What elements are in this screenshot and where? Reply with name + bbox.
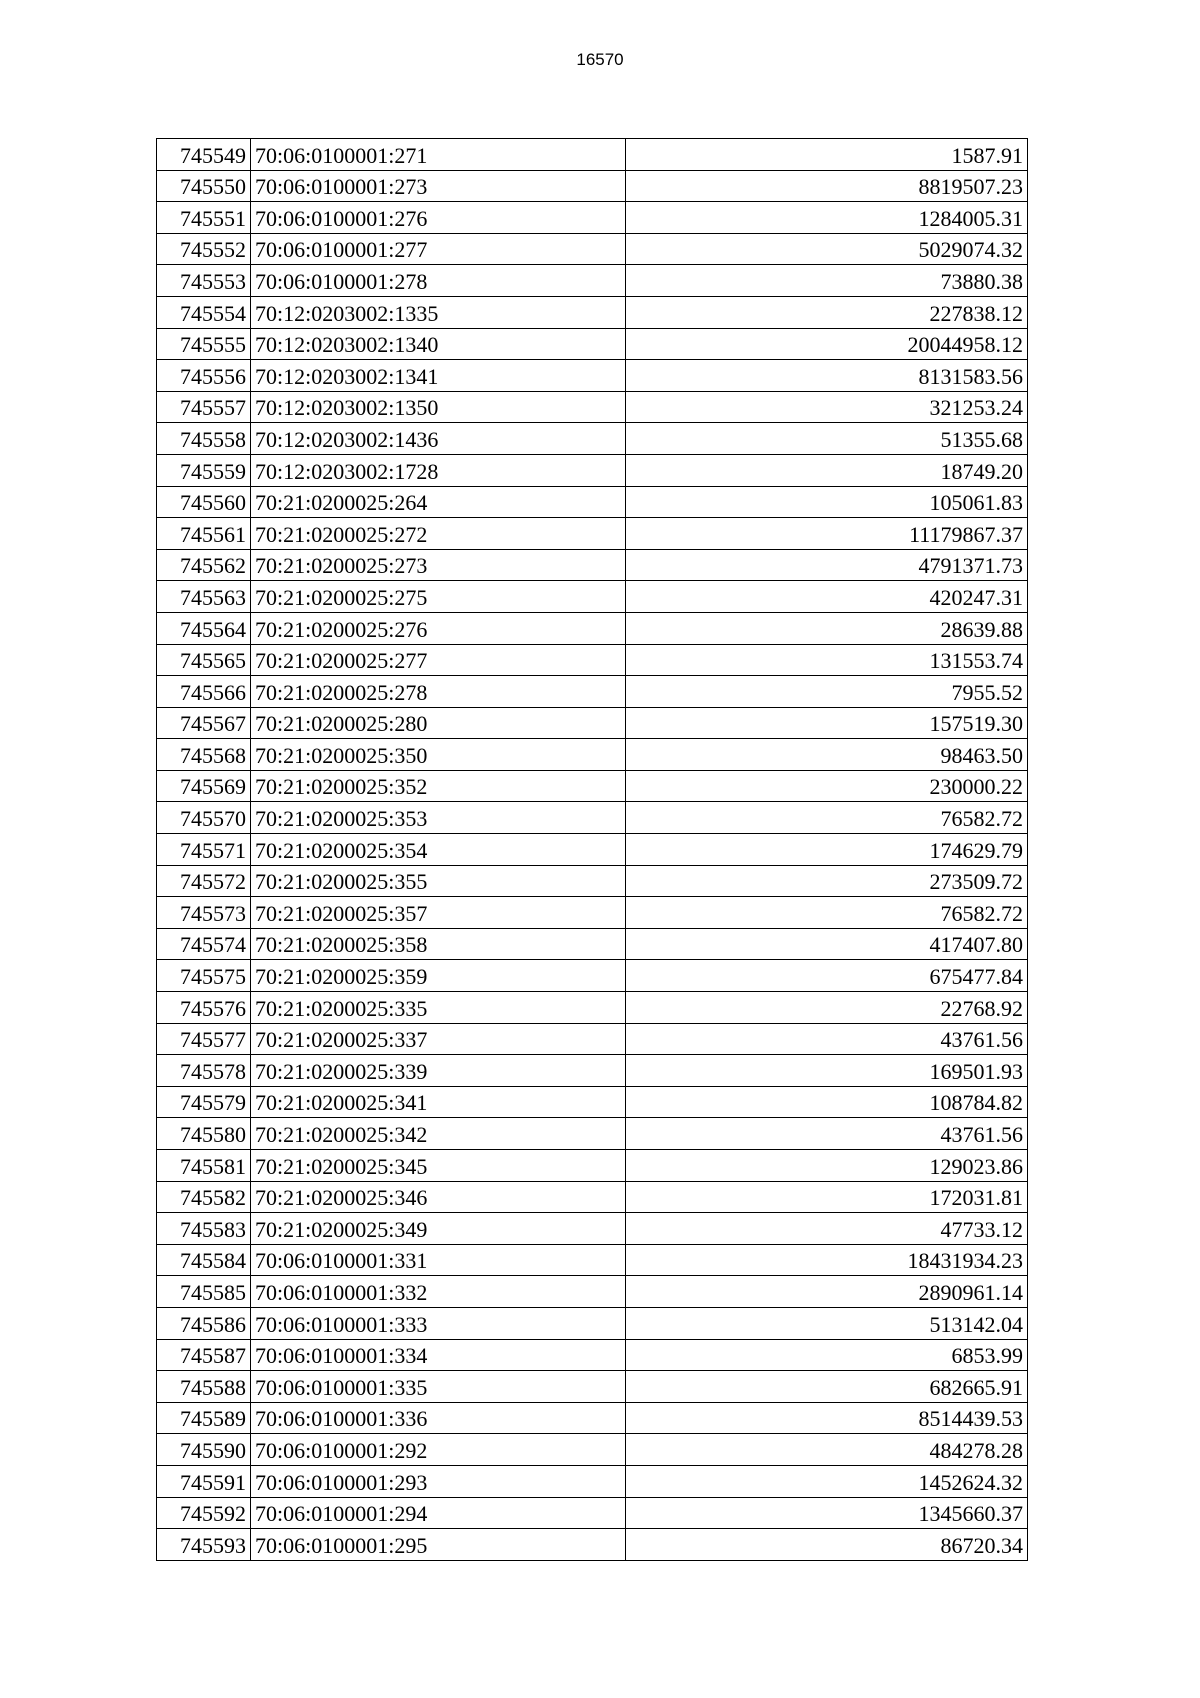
value-cell: 86720.34 (626, 1529, 1028, 1561)
table-row (157, 1402, 1028, 1434)
table-row (157, 1371, 1028, 1403)
table-row (157, 1497, 1028, 1529)
table-row (157, 644, 1028, 676)
cadastral-number-cell: 70:12:0203002:1728 (251, 454, 626, 486)
row-number-cell: 745565 (157, 644, 251, 676)
value-cell: 18431934.23 (626, 1244, 1028, 1276)
cadastral-number-cell: 70:06:0100001:293 (251, 1465, 626, 1497)
cadastral-number-cell: 70:21:0200025:353 (251, 802, 626, 834)
cadastral-number-cell: 70:21:0200025:355 (251, 865, 626, 897)
value-cell: 682665.91 (626, 1371, 1028, 1403)
table-row (157, 1055, 1028, 1087)
table-row (157, 1150, 1028, 1182)
table-row (157, 549, 1028, 581)
cadastral-number-cell: 70:06:0100001:331 (251, 1244, 626, 1276)
value-cell: 1587.91 (626, 139, 1028, 171)
table-row (157, 1529, 1028, 1561)
value-cell: 43761.56 (626, 1118, 1028, 1150)
row-number-cell: 745573 (157, 897, 251, 929)
cadastral-number-cell: 70:21:0200025:358 (251, 928, 626, 960)
table-row (157, 1244, 1028, 1276)
value-cell: 8514439.53 (626, 1402, 1028, 1434)
value-cell: 420247.31 (626, 581, 1028, 613)
cadastral-number-cell: 70:06:0100001:278 (251, 265, 626, 297)
value-cell: 11179867.37 (626, 518, 1028, 550)
value-cell: 227838.12 (626, 296, 1028, 328)
value-cell: 76582.72 (626, 802, 1028, 834)
table-row (157, 1276, 1028, 1308)
table-row (157, 612, 1028, 644)
table-row (157, 1213, 1028, 1245)
row-number-cell: 745559 (157, 454, 251, 486)
row-number-cell: 745564 (157, 612, 251, 644)
cadastral-number-cell: 70:21:0200025:359 (251, 960, 626, 992)
table-row (157, 707, 1028, 739)
row-number-cell: 745557 (157, 391, 251, 423)
cadastral-value-table (156, 138, 1028, 1561)
row-number-cell: 745577 (157, 1023, 251, 1055)
value-cell: 98463.50 (626, 739, 1028, 771)
cadastral-number-cell: 70:21:0200025:272 (251, 518, 626, 550)
table-row (157, 170, 1028, 202)
row-number-cell: 745552 (157, 233, 251, 265)
row-number-cell: 745580 (157, 1118, 251, 1150)
value-cell: 51355.68 (626, 423, 1028, 455)
table-row (157, 960, 1028, 992)
value-cell: 174629.79 (626, 834, 1028, 866)
table-row (157, 1086, 1028, 1118)
cadastral-number-cell: 70:06:0100001:332 (251, 1276, 626, 1308)
table-row (157, 1181, 1028, 1213)
row-number-cell: 745550 (157, 170, 251, 202)
table-row (157, 360, 1028, 392)
row-number-cell: 745584 (157, 1244, 251, 1276)
cadastral-number-cell: 70:12:0203002:1340 (251, 328, 626, 360)
table-row (157, 265, 1028, 297)
cadastral-number-cell: 70:12:0203002:1335 (251, 296, 626, 328)
row-number-cell: 745591 (157, 1465, 251, 1497)
cadastral-number-cell: 70:06:0100001:292 (251, 1434, 626, 1466)
cadastral-number-cell: 70:21:0200025:264 (251, 486, 626, 518)
table-row (157, 139, 1028, 171)
table-row (157, 423, 1028, 455)
cadastral-number-cell: 70:06:0100001:295 (251, 1529, 626, 1561)
row-number-cell: 745583 (157, 1213, 251, 1245)
cadastral-number-cell: 70:21:0200025:278 (251, 676, 626, 708)
row-number-cell: 745567 (157, 707, 251, 739)
table-row (157, 1339, 1028, 1371)
row-number-cell: 745551 (157, 202, 251, 234)
table-row (157, 1465, 1028, 1497)
row-number-cell: 745588 (157, 1371, 251, 1403)
value-cell: 22768.92 (626, 992, 1028, 1024)
value-cell: 8131583.56 (626, 360, 1028, 392)
value-cell: 20044958.12 (626, 328, 1028, 360)
value-cell: 513142.04 (626, 1307, 1028, 1339)
table-row (157, 1118, 1028, 1150)
row-number-cell: 745574 (157, 928, 251, 960)
cadastral-number-cell: 70:06:0100001:335 (251, 1371, 626, 1403)
value-cell: 321253.24 (626, 391, 1028, 423)
value-cell: 1284005.31 (626, 202, 1028, 234)
row-number-cell: 745593 (157, 1529, 251, 1561)
row-number-cell: 745589 (157, 1402, 251, 1434)
row-number-cell: 745568 (157, 739, 251, 771)
value-cell: 172031.81 (626, 1181, 1028, 1213)
row-number-cell: 745561 (157, 518, 251, 550)
row-number-cell: 745560 (157, 486, 251, 518)
table-row (157, 328, 1028, 360)
cadastral-number-cell: 70:06:0100001:333 (251, 1307, 626, 1339)
cadastral-number-cell: 70:21:0200025:277 (251, 644, 626, 676)
value-cell: 7955.52 (626, 676, 1028, 708)
row-number-cell: 745586 (157, 1307, 251, 1339)
table-row (157, 1434, 1028, 1466)
cadastral-number-cell: 70:21:0200025:357 (251, 897, 626, 929)
row-number-cell: 745581 (157, 1150, 251, 1182)
cadastral-number-cell: 70:06:0100001:294 (251, 1497, 626, 1529)
row-number-cell: 745549 (157, 139, 251, 171)
value-cell: 18749.20 (626, 454, 1028, 486)
cadastral-number-cell: 70:06:0100001:334 (251, 1339, 626, 1371)
cadastral-number-cell: 70:12:0203002:1341 (251, 360, 626, 392)
row-number-cell: 745575 (157, 960, 251, 992)
row-number-cell: 745576 (157, 992, 251, 1024)
table-row (157, 834, 1028, 866)
row-number-cell: 745562 (157, 549, 251, 581)
value-cell: 1452624.32 (626, 1465, 1028, 1497)
table-row (157, 518, 1028, 550)
cadastral-number-cell: 70:21:0200025:342 (251, 1118, 626, 1150)
value-cell: 169501.93 (626, 1055, 1028, 1087)
row-number-cell: 745587 (157, 1339, 251, 1371)
value-cell: 4791371.73 (626, 549, 1028, 581)
row-number-cell: 745554 (157, 296, 251, 328)
table-row (157, 1023, 1028, 1055)
value-cell: 417407.80 (626, 928, 1028, 960)
table-row (157, 202, 1028, 234)
value-cell: 484278.28 (626, 1434, 1028, 1466)
value-cell: 129023.86 (626, 1150, 1028, 1182)
cadastral-number-cell: 70:21:0200025:273 (251, 549, 626, 581)
value-cell: 230000.22 (626, 770, 1028, 802)
value-cell: 157519.30 (626, 707, 1028, 739)
table-row (157, 296, 1028, 328)
value-cell: 28639.88 (626, 612, 1028, 644)
table-body (157, 139, 1028, 1561)
cadastral-number-cell: 70:21:0200025:280 (251, 707, 626, 739)
table-row (157, 1307, 1028, 1339)
table-row (157, 739, 1028, 771)
value-cell: 1345660.37 (626, 1497, 1028, 1529)
cadastral-number-cell: 70:12:0203002:1436 (251, 423, 626, 455)
cadastral-number-cell: 70:21:0200025:345 (251, 1150, 626, 1182)
table-row (157, 770, 1028, 802)
value-cell: 105061.83 (626, 486, 1028, 518)
cadastral-number-cell: 70:21:0200025:335 (251, 992, 626, 1024)
cadastral-number-cell: 70:06:0100001:336 (251, 1402, 626, 1434)
row-number-cell: 745585 (157, 1276, 251, 1308)
cadastral-number-cell: 70:21:0200025:350 (251, 739, 626, 771)
row-number-cell: 745555 (157, 328, 251, 360)
value-cell: 2890961.14 (626, 1276, 1028, 1308)
row-number-cell: 745572 (157, 865, 251, 897)
table-row (157, 992, 1028, 1024)
table-row (157, 454, 1028, 486)
cadastral-number-cell: 70:06:0100001:273 (251, 170, 626, 202)
row-number-cell: 745582 (157, 1181, 251, 1213)
table-row (157, 676, 1028, 708)
row-number-cell: 745566 (157, 676, 251, 708)
cadastral-number-cell: 70:12:0203002:1350 (251, 391, 626, 423)
cadastral-number-cell: 70:06:0100001:277 (251, 233, 626, 265)
cadastral-number-cell: 70:21:0200025:354 (251, 834, 626, 866)
value-cell: 273509.72 (626, 865, 1028, 897)
table-row (157, 581, 1028, 613)
table-row (157, 486, 1028, 518)
value-cell: 43761.56 (626, 1023, 1028, 1055)
table-row (157, 802, 1028, 834)
cadastral-number-cell: 70:21:0200025:275 (251, 581, 626, 613)
value-cell: 6853.99 (626, 1339, 1028, 1371)
value-cell: 8819507.23 (626, 170, 1028, 202)
value-cell: 47733.12 (626, 1213, 1028, 1245)
cadastral-number-cell: 70:21:0200025:349 (251, 1213, 626, 1245)
row-number-cell: 745558 (157, 423, 251, 455)
row-number-cell: 745571 (157, 834, 251, 866)
row-number-cell: 745578 (157, 1055, 251, 1087)
cadastral-number-cell: 70:21:0200025:346 (251, 1181, 626, 1213)
table-row (157, 865, 1028, 897)
row-number-cell: 745579 (157, 1086, 251, 1118)
value-cell: 131553.74 (626, 644, 1028, 676)
cadastral-number-cell: 70:06:0100001:271 (251, 139, 626, 171)
page-number: 16570 (576, 50, 624, 69)
value-cell: 76582.72 (626, 897, 1028, 929)
row-number-cell: 745592 (157, 1497, 251, 1529)
table-row (157, 391, 1028, 423)
row-number-cell: 745556 (157, 360, 251, 392)
value-cell: 5029074.32 (626, 233, 1028, 265)
row-number-cell: 745570 (157, 802, 251, 834)
row-number-cell: 745553 (157, 265, 251, 297)
value-cell: 675477.84 (626, 960, 1028, 992)
cadastral-number-cell: 70:21:0200025:276 (251, 612, 626, 644)
cadastral-number-cell: 70:06:0100001:276 (251, 202, 626, 234)
table-row (157, 928, 1028, 960)
cadastral-number-cell: 70:21:0200025:352 (251, 770, 626, 802)
cadastral-number-cell: 70:21:0200025:339 (251, 1055, 626, 1087)
cadastral-number-cell: 70:21:0200025:337 (251, 1023, 626, 1055)
row-number-cell: 745569 (157, 770, 251, 802)
table-row (157, 233, 1028, 265)
row-number-cell: 745563 (157, 581, 251, 613)
table-row (157, 897, 1028, 929)
row-number-cell: 745590 (157, 1434, 251, 1466)
value-cell: 73880.38 (626, 265, 1028, 297)
value-cell: 108784.82 (626, 1086, 1028, 1118)
cadastral-number-cell: 70:21:0200025:341 (251, 1086, 626, 1118)
